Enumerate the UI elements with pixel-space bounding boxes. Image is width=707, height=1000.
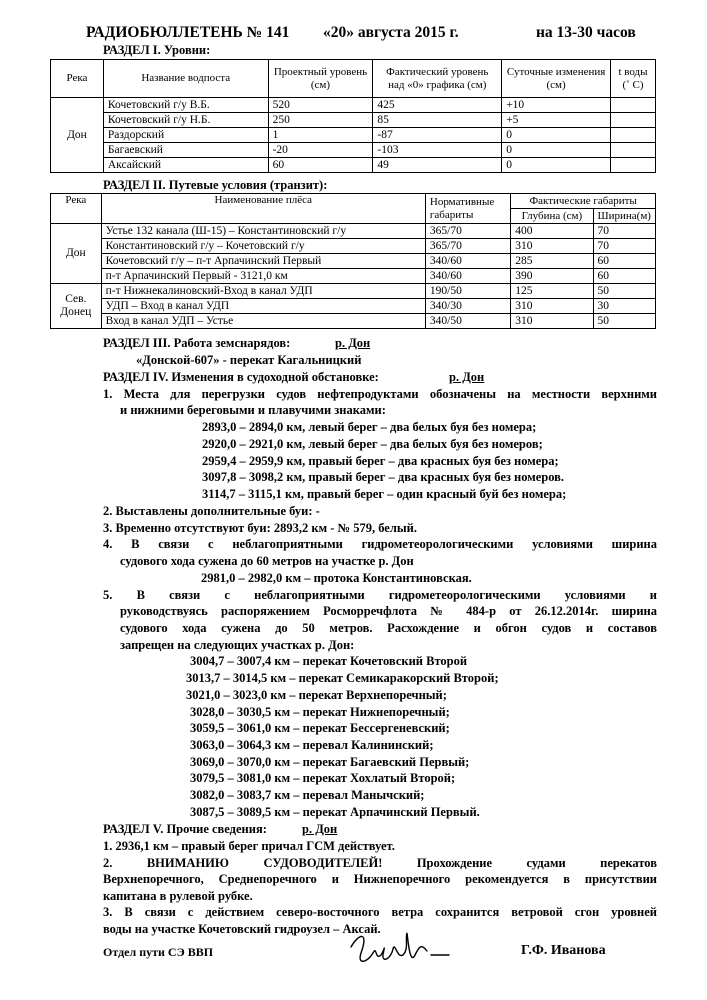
- col-river: Река: [51, 194, 102, 224]
- table-cell: 50: [593, 314, 655, 329]
- table-cell: +10: [502, 98, 611, 113]
- col-depth: Глубина (см): [511, 209, 593, 224]
- section4-p1-line1: 1. Места для перегрузки судов нефтепродуктами обозначены на местности верхними: [103, 387, 657, 401]
- section5-p3-line1: 3. В связи с действием северо-восточного ветра сохранится ветровой сгон уровней: [103, 905, 657, 919]
- table-cell: Раздорский: [103, 128, 268, 143]
- col-normative: Нормативные габариты: [425, 194, 510, 224]
- table-cell: Кочетовский г/у – п-т Арпачинский Первый: [101, 254, 425, 269]
- section4-title: РАЗДЕЛ IV. Изменения в судоходной обстановке:: [103, 370, 379, 384]
- table-cell: 125: [511, 284, 593, 299]
- table-cell: [611, 113, 656, 128]
- table-cell: 1: [268, 128, 373, 143]
- table-cell: 70: [593, 224, 655, 239]
- table-cell: 365/70: [425, 224, 510, 239]
- table-cell: 425: [373, 98, 502, 113]
- bulletin-title: РАДИОБЮЛЛЕТЕНЬ № 141: [86, 24, 290, 41]
- col-post-name: Название водпоста: [103, 60, 268, 98]
- section5-title: РАЗДЕЛ V. Прочие сведения:: [103, 822, 267, 836]
- table-cell: Кочетовский г/у Н.Б.: [103, 113, 268, 128]
- table-cell: 50: [593, 284, 655, 299]
- table-cell: [611, 143, 656, 158]
- table-cell: 310: [511, 239, 593, 254]
- table-cell: 520: [268, 98, 373, 113]
- col-design-level: Проектный уровень (см): [268, 60, 373, 98]
- section4-p2: 2. Выставлены дополнительные буи: -: [103, 504, 320, 518]
- section4-p4-line2: судового хода сужена до 60 метров на участке р. Дон: [120, 554, 414, 568]
- river-sev-donets: Сев. Донец: [51, 284, 102, 329]
- table-cell: [611, 158, 656, 173]
- list-item: 3082,0 – 3083,7 км – перевал Манычский;: [190, 788, 425, 802]
- table-cell: 0: [502, 158, 611, 173]
- list-item: 2893,0 – 2894,0 км, левый берег – два белых буя без номера;: [202, 420, 537, 434]
- section3-river: р. Дон: [335, 336, 371, 350]
- section5-p2-line1: 2. ВНИМАНИЮ СУДОВОДИТЕЛЕЙ! Прохождение судами перекатов: [103, 856, 657, 870]
- col-width: Ширина(м): [593, 209, 655, 224]
- table-cell: [611, 128, 656, 143]
- section5-river: р. Дон: [302, 822, 338, 836]
- table-cell: 60: [268, 158, 373, 173]
- table-cell: 285: [511, 254, 593, 269]
- section5-p2-line2: Верхнепоречного, Среднепоречного и Нижнепоречного рекомендуется в присутствии: [103, 872, 657, 886]
- table-cell: 30: [593, 299, 655, 314]
- table-cell: Кочетовский г/у В.Б.: [103, 98, 268, 113]
- table-cell: Устье 132 канала (Ш-15) – Константиновский г/у: [101, 224, 425, 239]
- table-cell: 0: [502, 143, 611, 158]
- section3-item: «Донской-607» - перекат Кагальницкий: [136, 353, 362, 367]
- section2-title: РАЗДЕЛ II. Путевые условия (транзит):: [103, 178, 328, 192]
- section4-p5-line2: руководствуясь распоряжением Росморречфлота № 484-р от 26.12.2014г. ширина: [120, 604, 657, 618]
- col-actual: Фактические габариты: [511, 194, 656, 209]
- list-item: 3063,0 – 3064,3 км – перевал Калининский;: [190, 738, 434, 752]
- table-cell: п-т Нижнекалиновский-Вход в канал УДП: [101, 284, 425, 299]
- section3-title: РАЗДЕЛ III. Работа земснарядов:: [103, 336, 291, 350]
- table-cell: 400: [511, 224, 593, 239]
- section4-p5-line4: запрещен на следующих участках р. Дон:: [120, 638, 355, 652]
- section4-river: р. Дон: [449, 370, 485, 384]
- table-cell: 49: [373, 158, 502, 173]
- footer-department: Отдел пути СЭ ВВП: [103, 945, 214, 959]
- col-daily-change: Суточные изменения (см): [502, 60, 611, 98]
- table-cell: 340/60: [425, 269, 510, 284]
- list-item: 3114,7 – 3115,1 км, правый берег – один красный буй без номера;: [202, 487, 567, 501]
- section5-p2-line3: капитана в рулевой рубке.: [103, 889, 253, 903]
- table-cell: -87: [373, 128, 502, 143]
- table-cell: Аксайский: [103, 158, 268, 173]
- table-cell: 70: [593, 239, 655, 254]
- section4-p5-line1: 5. В связи с неблагоприятными гидрометеорологическими условиями и: [103, 588, 657, 602]
- bulletin-date: «20» августа 2015 г.: [323, 24, 459, 41]
- table-cell: 190/50: [425, 284, 510, 299]
- col-actual-level: Фактический уровень над «0» графика (см): [373, 60, 502, 98]
- col-water-temp: t воды (˚ С): [611, 60, 656, 98]
- table-cell: Вход в канал УДП – Устье: [101, 314, 425, 329]
- table-cell: [611, 98, 656, 113]
- col-reach-name: Наименование плёса: [101, 194, 425, 224]
- table-cell: 310: [511, 299, 593, 314]
- table-cell: 0: [502, 128, 611, 143]
- table-cell: 60: [593, 254, 655, 269]
- list-item: 3004,7 – 3007,4 км – перекат Кочетовский Второй: [190, 654, 468, 668]
- table-cell: 250: [268, 113, 373, 128]
- col-river: Река: [51, 60, 104, 98]
- river-don: Дон: [51, 224, 102, 284]
- table-cell: Константиновский г/у – Кочетовский г/у: [101, 239, 425, 254]
- list-item: 3013,7 – 3014,5 км – перекат Семикаракорский Второй;: [186, 671, 499, 685]
- table-cell: 340/30: [425, 299, 510, 314]
- table-cell: Багаевский: [103, 143, 268, 158]
- section4-p5-line3: судового хода сужена до 50 метров. Расхождение и обгон судов и составов: [120, 621, 657, 635]
- list-item: 2981,0 – 2982,0 км – протока Константиновская.: [201, 571, 472, 585]
- footer-name: Г.Ф. Иванова: [521, 943, 606, 958]
- list-item: 3059,5 – 3061,0 км – перекат Бессергеневский;: [190, 721, 450, 735]
- table-cell: 365/70: [425, 239, 510, 254]
- list-item: 3028,0 – 3030,5 км – перекат Нижнепоречный;: [190, 705, 450, 719]
- table-cell: 340/50: [425, 314, 510, 329]
- river-don: Дон: [51, 98, 104, 173]
- section5-p3-line2: воды на участке Кочетовский гидроузел – Аксай.: [103, 922, 381, 936]
- section5-p1: 1. 2936,1 км – правый берег причал ГСМ действует.: [103, 839, 395, 853]
- table-cell: +5: [502, 113, 611, 128]
- section4-p4-line1: 4. В связи с неблагоприятными гидрометеорологическими условиями ширина: [103, 537, 657, 551]
- table-cell: 340/60: [425, 254, 510, 269]
- list-item: 3021,0 – 3023,0 км – перекат Верхнепоречный;: [186, 688, 447, 702]
- list-item: 2959,4 – 2959,9 км, правый берег – два красных буя без номера;: [202, 454, 559, 468]
- list-item: 3069,0 – 3070,0 км – перекат Багаевский Первый;: [190, 755, 470, 769]
- list-item: 3097,8 – 3098,2 км, правый берег – два красных буя без номеров.: [202, 470, 565, 484]
- section1-title: РАЗДЕЛ I. Уровни:: [103, 43, 211, 57]
- list-item: 2920,0 – 2921,0 км, левый берег – два белых буя без номеров;: [202, 437, 543, 451]
- transit-table: [50, 193, 656, 329]
- bulletin-time: на 13-30 часов: [536, 24, 636, 41]
- table-cell: УДП – Вход в канал УДП: [101, 299, 425, 314]
- levels-table: [50, 59, 656, 173]
- table-cell: 310: [511, 314, 593, 329]
- table-cell: 85: [373, 113, 502, 128]
- section4-p1-line2: и нижними береговыми и плавучими знаками:: [120, 403, 386, 417]
- table-cell: -20: [268, 143, 373, 158]
- signature: [345, 925, 455, 973]
- table-cell: -103: [373, 143, 502, 158]
- table-cell: 390: [511, 269, 593, 284]
- list-item: 3087,5 – 3089,5 км – перекат Арпачинский Первый.: [190, 805, 480, 819]
- table-cell: п-т Арпачинский Первый - 3121,0 км: [101, 269, 425, 284]
- list-item: 3079,5 – 3081,0 км – перекат Хохлатый Второй;: [190, 771, 456, 785]
- table-cell: 60: [593, 269, 655, 284]
- section4-p3: 3. Временно отсутствуют буи: 2893,2 км - № 579, белый.: [103, 521, 417, 535]
